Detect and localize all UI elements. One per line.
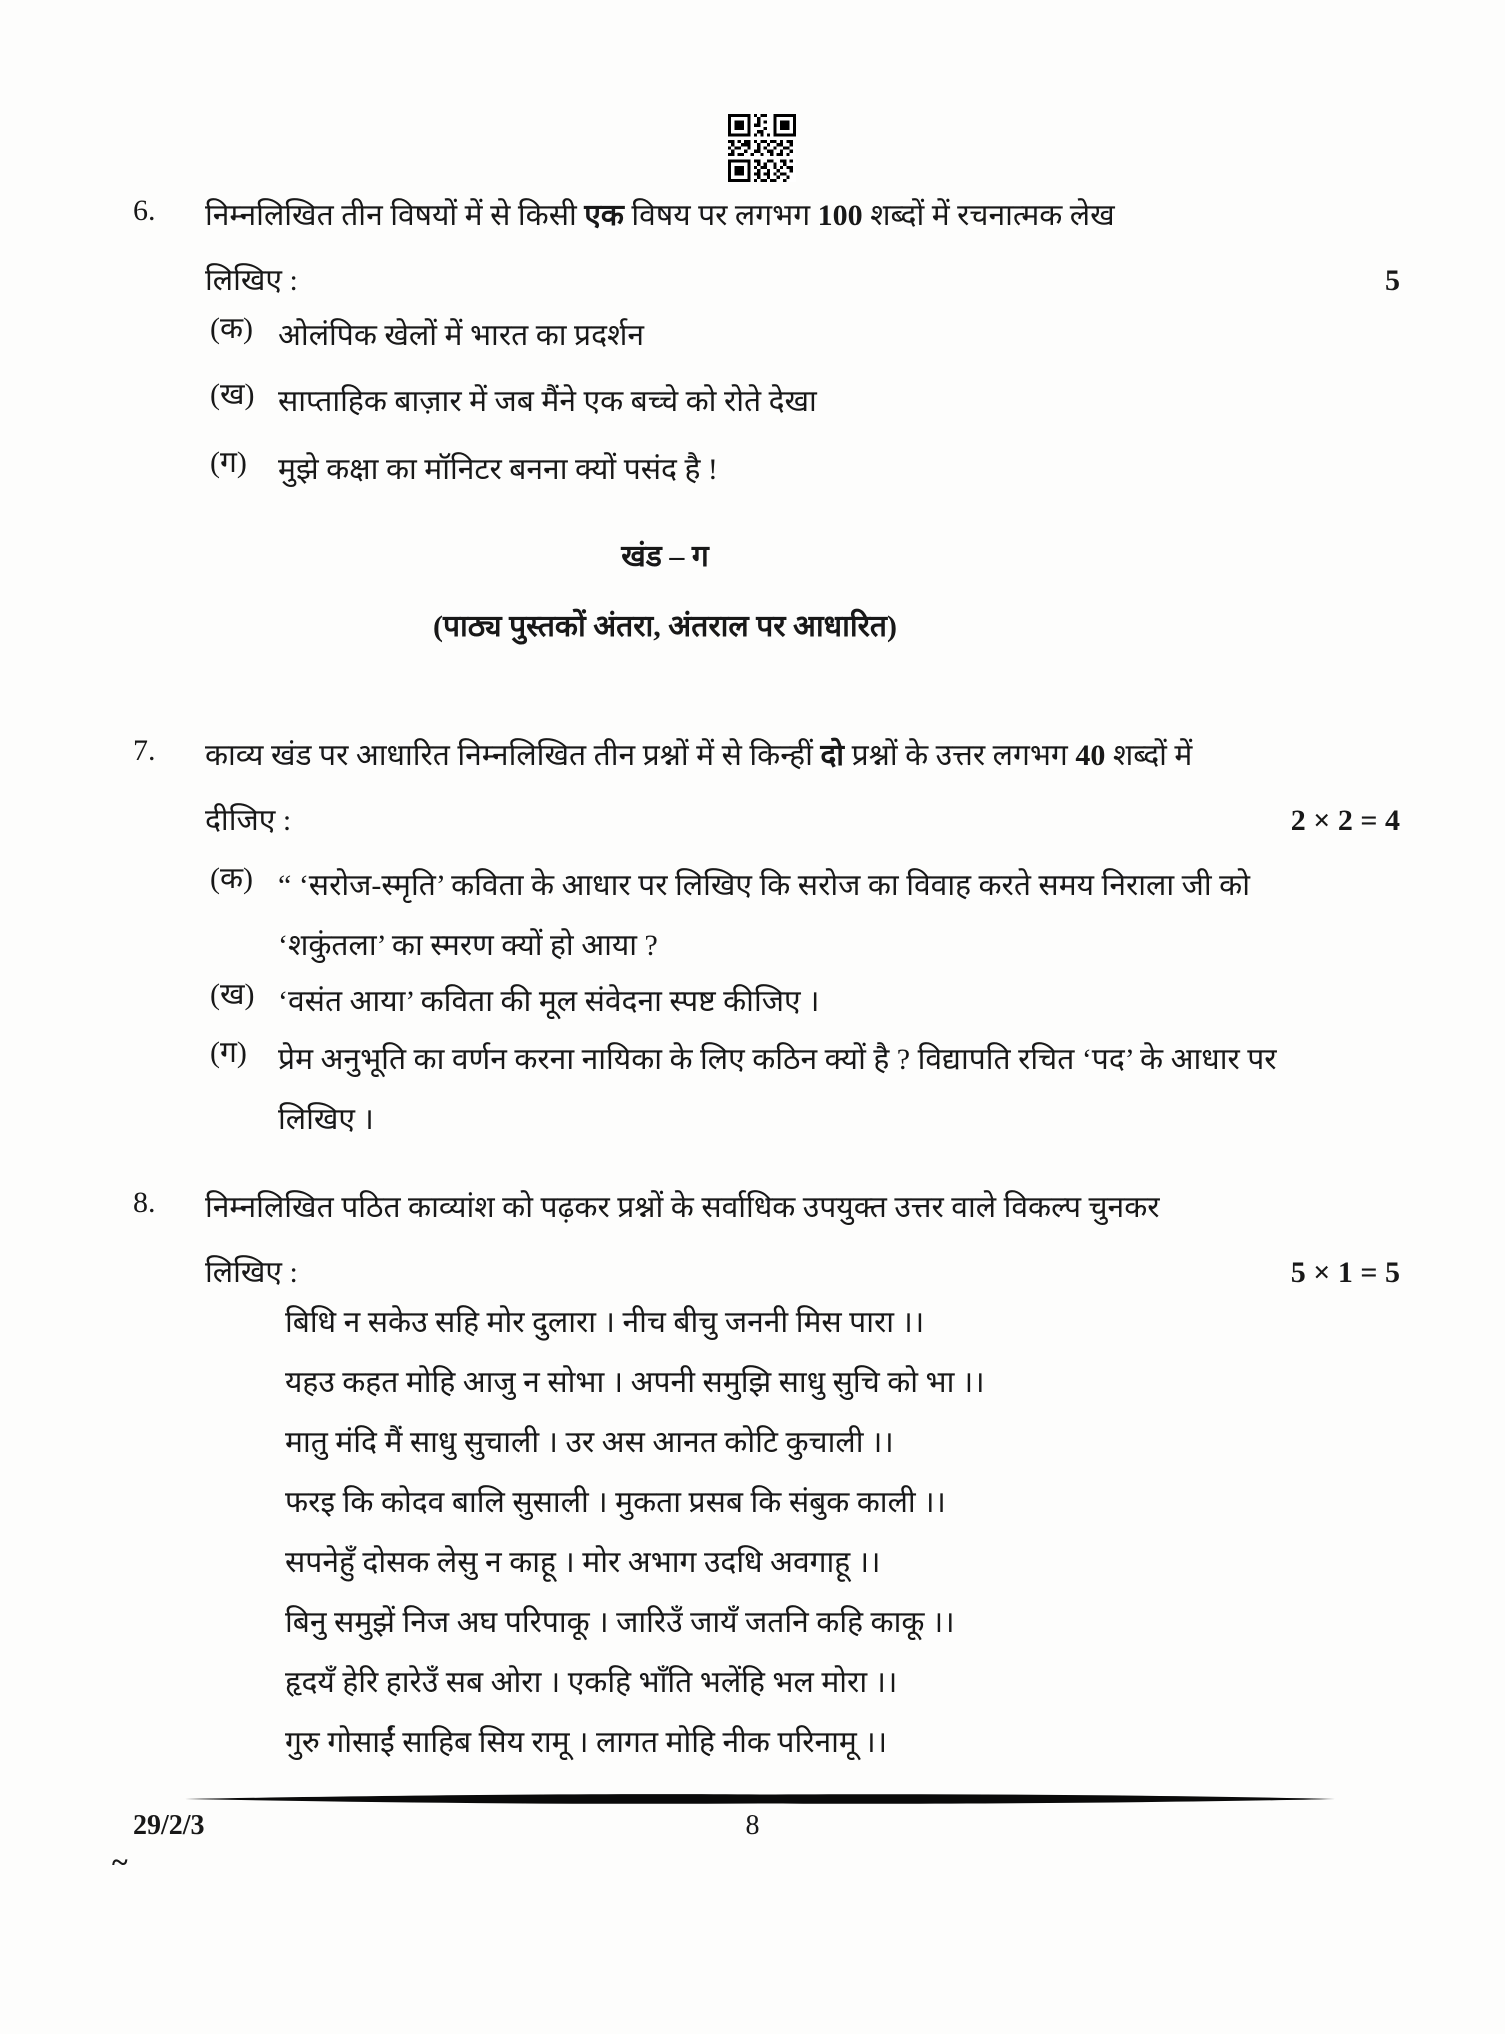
question-6-option-ga-label: (ग)	[210, 446, 247, 479]
poem-line-3: मातु मंदि मैं साधु सुचाली । उर अस आनत कोटि कुचाली ।।	[285, 1426, 894, 1459]
footer-divider	[185, 1794, 1335, 1804]
question-6-option-ka-label: (क)	[210, 312, 254, 345]
question-6-stem-a: निम्नलिखित तीन विषयों में से किसी	[205, 199, 577, 232]
poem-line-1: बिधि न सकेउ सहि मोर दुलारा । नीच बीचु जननी मिस पारा ।।	[285, 1306, 925, 1339]
question-7-number: 7.	[133, 734, 156, 767]
section-subtitle: (पाठ्य पुस्तकों अंतरा, अंतराल पर आधारित)	[432, 610, 898, 643]
question-7-stem-c: प्रश्नों के उत्तर लगभग	[851, 739, 1068, 772]
question-6-option-kha-label: (ख)	[210, 378, 255, 411]
question-7-stem-a: काव्य खंड पर आधारित निम्नलिखित तीन प्रश्नों में से किन्हीं	[205, 739, 813, 772]
poem-line-5: सपनेहुँ दोसक लेसु न काहू । मोर अभाग उदधि अवगाहू ।।	[285, 1546, 881, 1579]
question-7-option-ga-label: (ग)	[210, 1036, 247, 1069]
question-6-marks: 5	[1385, 264, 1400, 297]
question-7-stem-bold-do: दो	[820, 739, 845, 772]
question-7-line2-row	[205, 798, 1400, 839]
question-6-number: 6.	[133, 194, 156, 227]
question-7-option-kha	[0, 972, 1505, 1032]
question-7-option-ka-text: “ ‘सरोज-स्मृति’ कविता के आधार पर लिखिए कि सरोज का विवाह करते समय निराला जी को ‘शकुंतला’ का स्मरण क्यों हो आया ?	[278, 869, 1250, 962]
question-8-marks: 5 × 1 = 5	[1290, 1256, 1400, 1289]
question-6-line2: लिखिए :	[205, 264, 298, 297]
question-6-stem-e: शब्दों में रचनात्मक लेख	[870, 199, 1115, 232]
footer-tilde-mark: ~	[112, 1846, 128, 1879]
question-6-stem-bold-100: 100	[817, 199, 863, 232]
question-6-stem-c: विषय पर लगभग	[631, 199, 811, 232]
poem-line-4: फरइ कि कोदव बालि सुसाली । मुकता प्रसब कि संबुक काली ।।	[285, 1486, 946, 1519]
question-8-stem: निम्नलिखित पठित काव्यांश को पढ़कर प्रश्नों के सर्वाधिक उपयुक्त उत्तर वाले विकल्प चुनकर	[205, 1191, 1160, 1224]
question-7-option-ka	[0, 856, 1505, 976]
question-7	[0, 734, 1505, 778]
question-7-stem-bold-40: 40	[1075, 739, 1106, 772]
question-6-stem	[205, 194, 1395, 238]
section-title: खंड – ग	[621, 540, 709, 573]
question-7-option-kha-label: (ख)	[210, 978, 255, 1011]
poem-line-2: यहउ कहत मोहि आजु न सोभा । अपनी समुझि साधु सुचि को भा ।।	[285, 1366, 985, 1399]
question-7-marks: 2 × 2 = 4	[1290, 804, 1400, 837]
question-7-option-ga	[0, 1030, 1505, 1150]
question-6-option-ka	[0, 306, 1505, 366]
question-8-line2-row	[205, 1250, 1400, 1291]
question-7-stem-e: शब्दों में	[1112, 739, 1193, 772]
question-8-line2: लिखिए :	[205, 1256, 298, 1289]
question-7-option-ka-label: (क)	[210, 862, 254, 895]
question-7-option-ga-text: प्रेम अनुभूति का वर्णन करना नायिका के लिए कठिन क्यों है ? विद्यापति रचित ‘पद’ के आधार पर लिखिए ।	[278, 1043, 1277, 1136]
poem-line-8: गुरु गोसाईं साहिब सिय रामू । लागत मोहि नीक परिनामू ।।	[285, 1726, 888, 1759]
question-6	[0, 194, 1505, 238]
question-7-line2: दीजिए :	[205, 804, 292, 837]
question-6-option-ka-text: ओलंपिक खेलों में भारत का प्रदर्शन	[278, 319, 645, 352]
question-7-option-kha-text: ‘वसंत आया’ कविता की मूल संवेदना स्पष्ट कीजिए ।	[278, 985, 820, 1018]
question-6-option-ga	[0, 440, 1505, 500]
question-6-line2-row	[205, 258, 1400, 299]
question-8	[0, 1186, 1505, 1230]
question-6-option-ga-text: मुझे कक्षा का मॉनिटर बनना क्यों पसंद है !	[278, 453, 718, 486]
question-8-number: 8.	[133, 1186, 156, 1219]
question-6-stem-bold-ek: एक	[584, 199, 624, 232]
qr-code-icon	[728, 114, 796, 182]
question-6-option-kha-text: साप्ताहिक बाज़ार में जब मैंने एक बच्चे को रोते देखा	[278, 385, 817, 418]
poem-line-6: बिनु समुझें निज अघ परिपाकू । जारिउँ जायँ जतनि कहि काकू ।।	[285, 1606, 955, 1639]
question-7-stem	[205, 734, 1395, 778]
question-6-option-kha	[0, 372, 1505, 432]
footer-paper-code: 29/2/3	[133, 1810, 205, 1841]
footer-page-number: 8	[745, 1810, 760, 1841]
poem-line-7: हृदयँ हेरि हारेउँ सब ओरा । एकहि भाँति भलेंहि भल मोरा ।।	[285, 1666, 898, 1699]
